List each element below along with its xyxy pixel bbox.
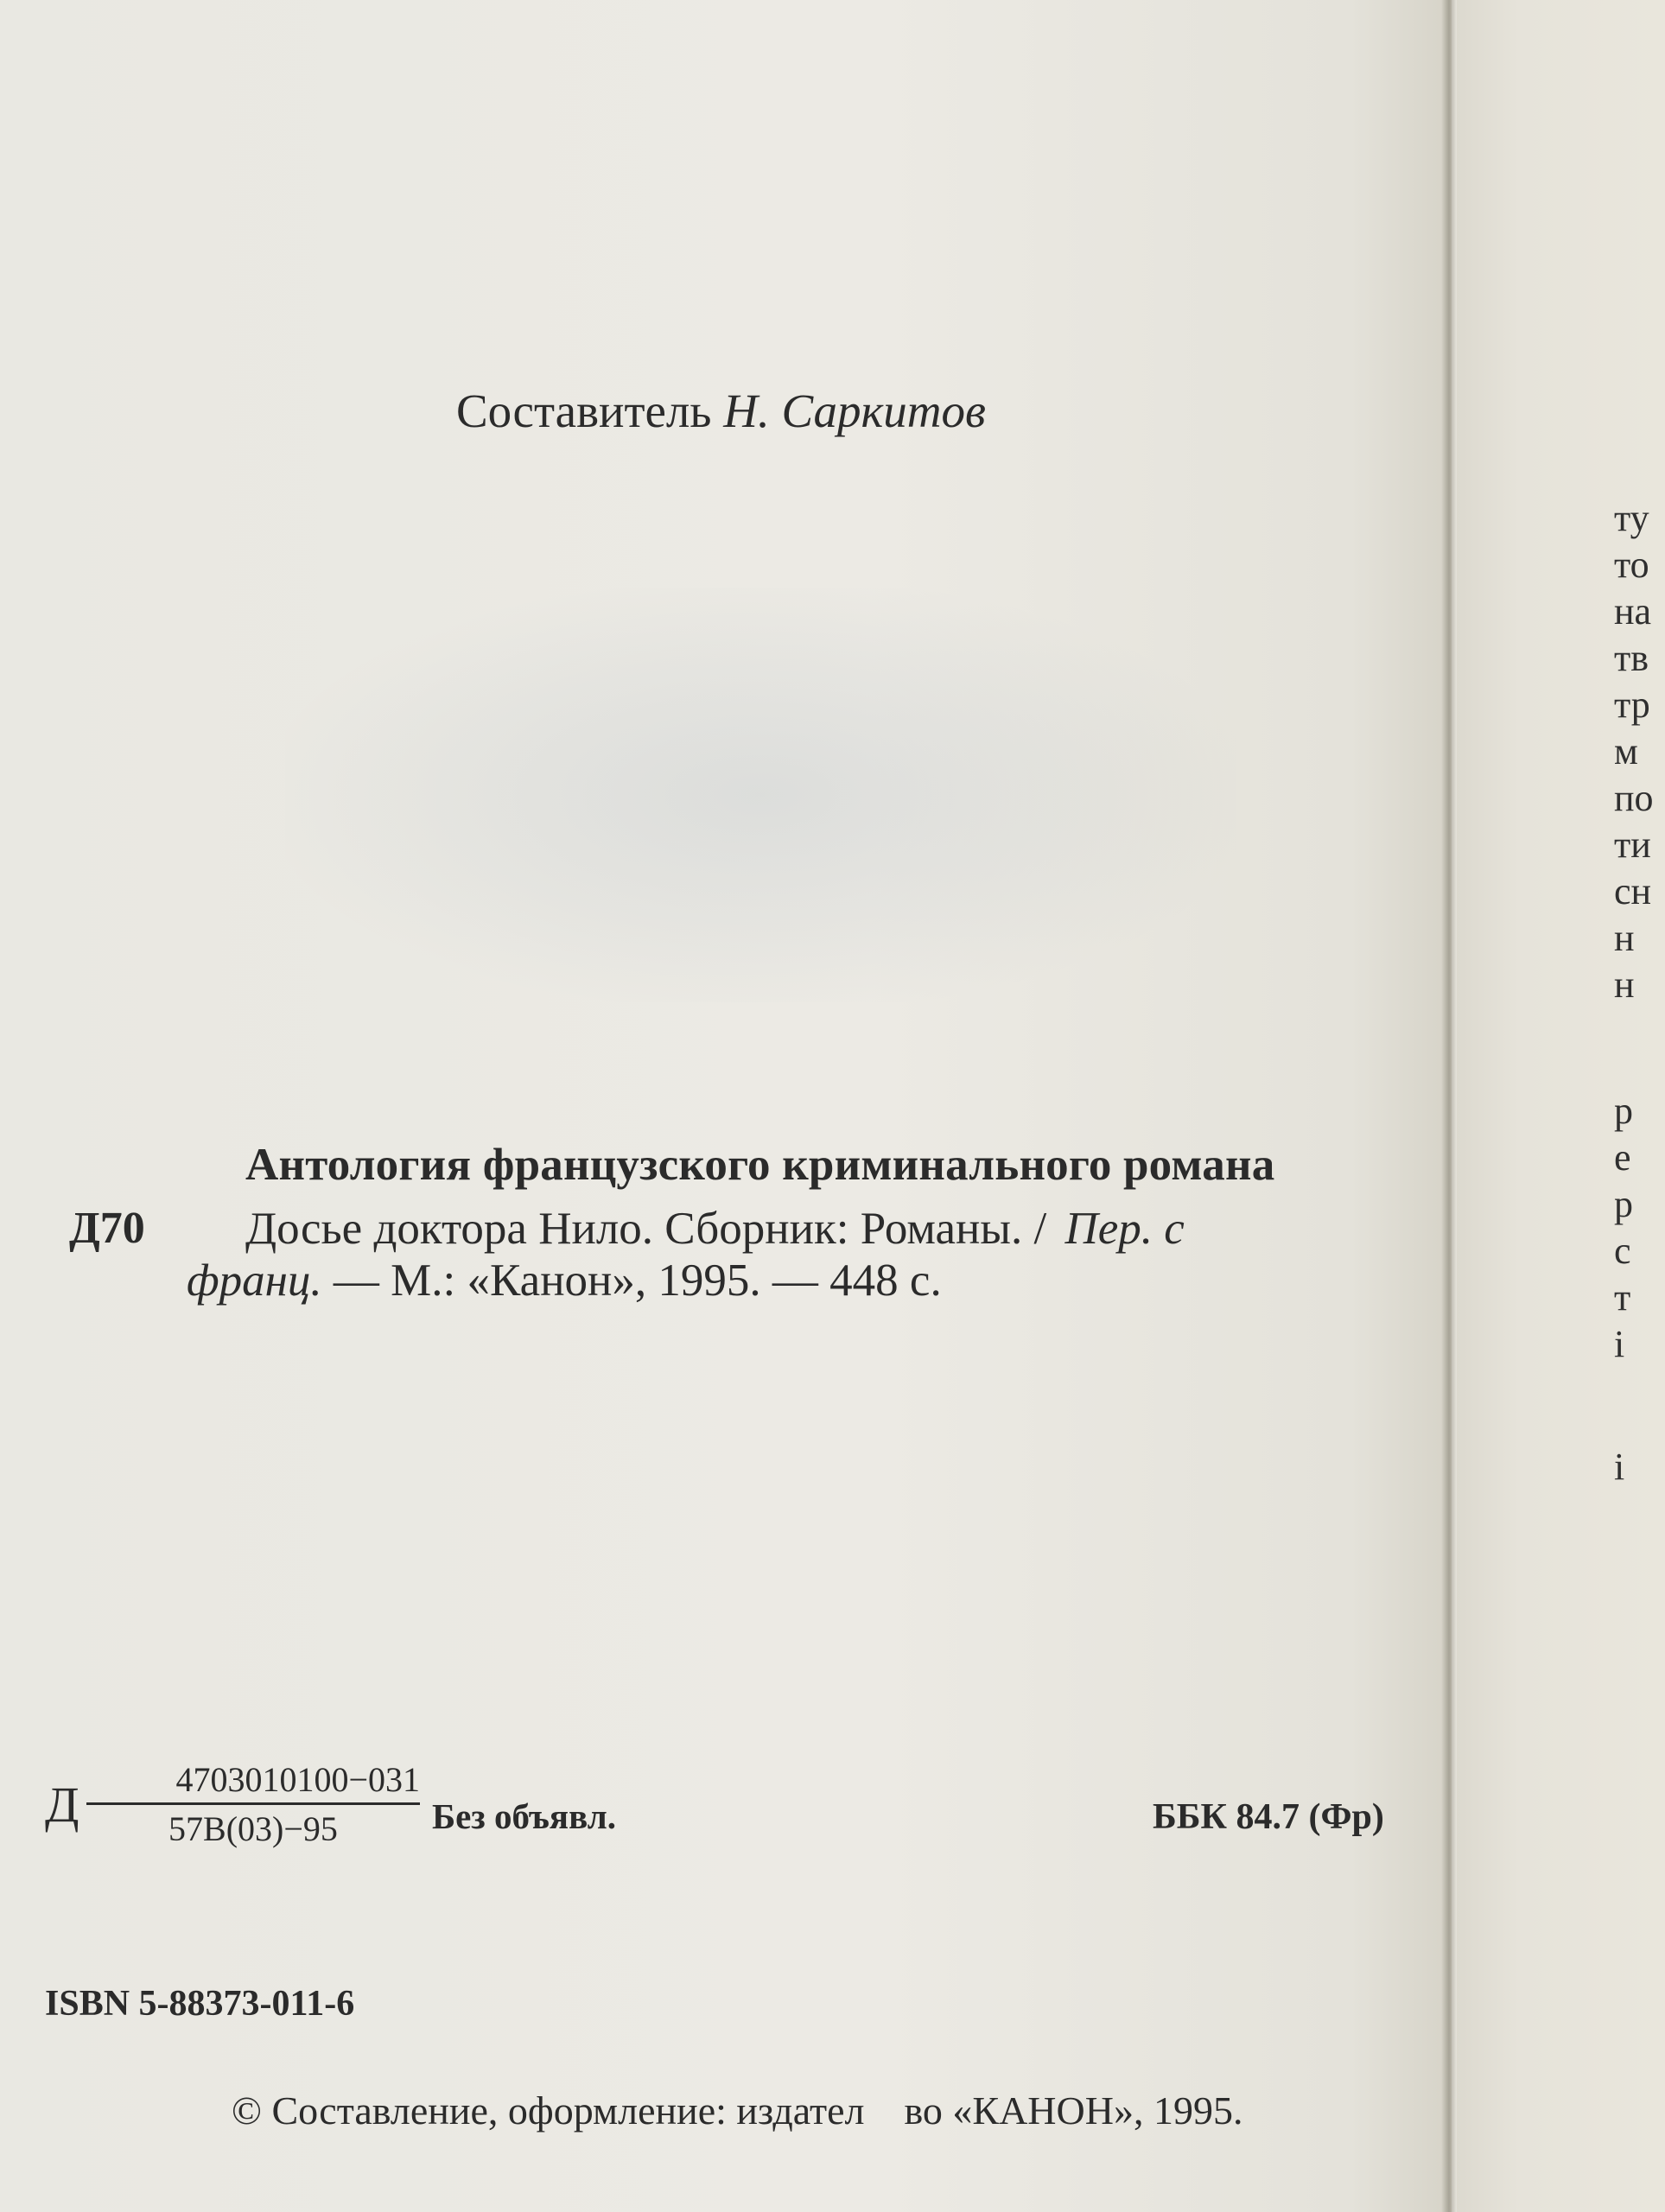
- catalog-separator: /: [1033, 1204, 1047, 1254]
- facing-page-fragment: то: [1614, 543, 1649, 586]
- facing-page-fragment: і: [1614, 1323, 1625, 1365]
- translation-label: Пер. с: [1064, 1204, 1185, 1254]
- compiler-name: Н. Саркитов: [723, 385, 986, 437]
- catalog-entry-line-2: [187, 1255, 942, 1306]
- facing-page-fragment: н: [1614, 963, 1635, 1006]
- facing-page-fragment: н: [1614, 917, 1635, 959]
- facing-page: [1457, 0, 1665, 2212]
- catalog-code: Д70: [69, 1204, 145, 1253]
- facing-page-fragment: с: [1614, 1230, 1631, 1272]
- bbk-code: ББК 84.7 (Фр): [1153, 1797, 1384, 1837]
- facing-page-fragment: і: [1614, 1446, 1625, 1488]
- facing-page-fragment: по: [1614, 777, 1654, 819]
- facing-page-fragment: е: [1614, 1136, 1631, 1179]
- facing-page-fragment: ти: [1614, 823, 1651, 866]
- copyright-line: [232, 2088, 1243, 2133]
- classification-denominator: 57В(03)−95: [168, 1809, 338, 1848]
- compiler-line: [456, 387, 986, 435]
- facing-page-fragment: ту: [1614, 497, 1649, 539]
- facing-page-fragment: тр: [1614, 683, 1650, 726]
- facing-page-fragment: на: [1614, 590, 1652, 632]
- catalog-entry-line-1: [245, 1206, 1185, 1252]
- compiler-label: Составитель: [456, 385, 712, 437]
- series-title: Антология французского криминального романа: [245, 1140, 1275, 1190]
- facing-page-fragment: м: [1614, 730, 1638, 772]
- classification-fraction: [86, 1760, 420, 1848]
- facing-page-fragment: тв: [1614, 637, 1649, 679]
- book-spine-shadow: [1441, 0, 1457, 2212]
- classification-numerator: 4703010100−031: [86, 1763, 420, 1805]
- facing-page-fragment: т: [1614, 1276, 1631, 1319]
- copyright-part-1: © Составление, оформление: издател: [232, 2088, 865, 2133]
- facing-page-fragment: р: [1614, 1090, 1633, 1132]
- translation-language: франц.: [187, 1255, 322, 1306]
- facing-page-fragment: сн: [1614, 870, 1652, 912]
- copyright-part-2: во «КАНОН», 1995.: [904, 2088, 1243, 2133]
- book-title: Досье доктора Нило. Сборник: Романы.: [245, 1204, 1023, 1254]
- isbn: ISBN 5-88373-011-6: [45, 1984, 355, 2024]
- classification-letter: Д: [45, 1777, 79, 1833]
- facing-page-fragment: р: [1614, 1183, 1633, 1225]
- publication-details: — М.: «Канон», 1995. — 448 с.: [321, 1255, 942, 1306]
- no-announcement-note: Без объявл.: [432, 1796, 616, 1836]
